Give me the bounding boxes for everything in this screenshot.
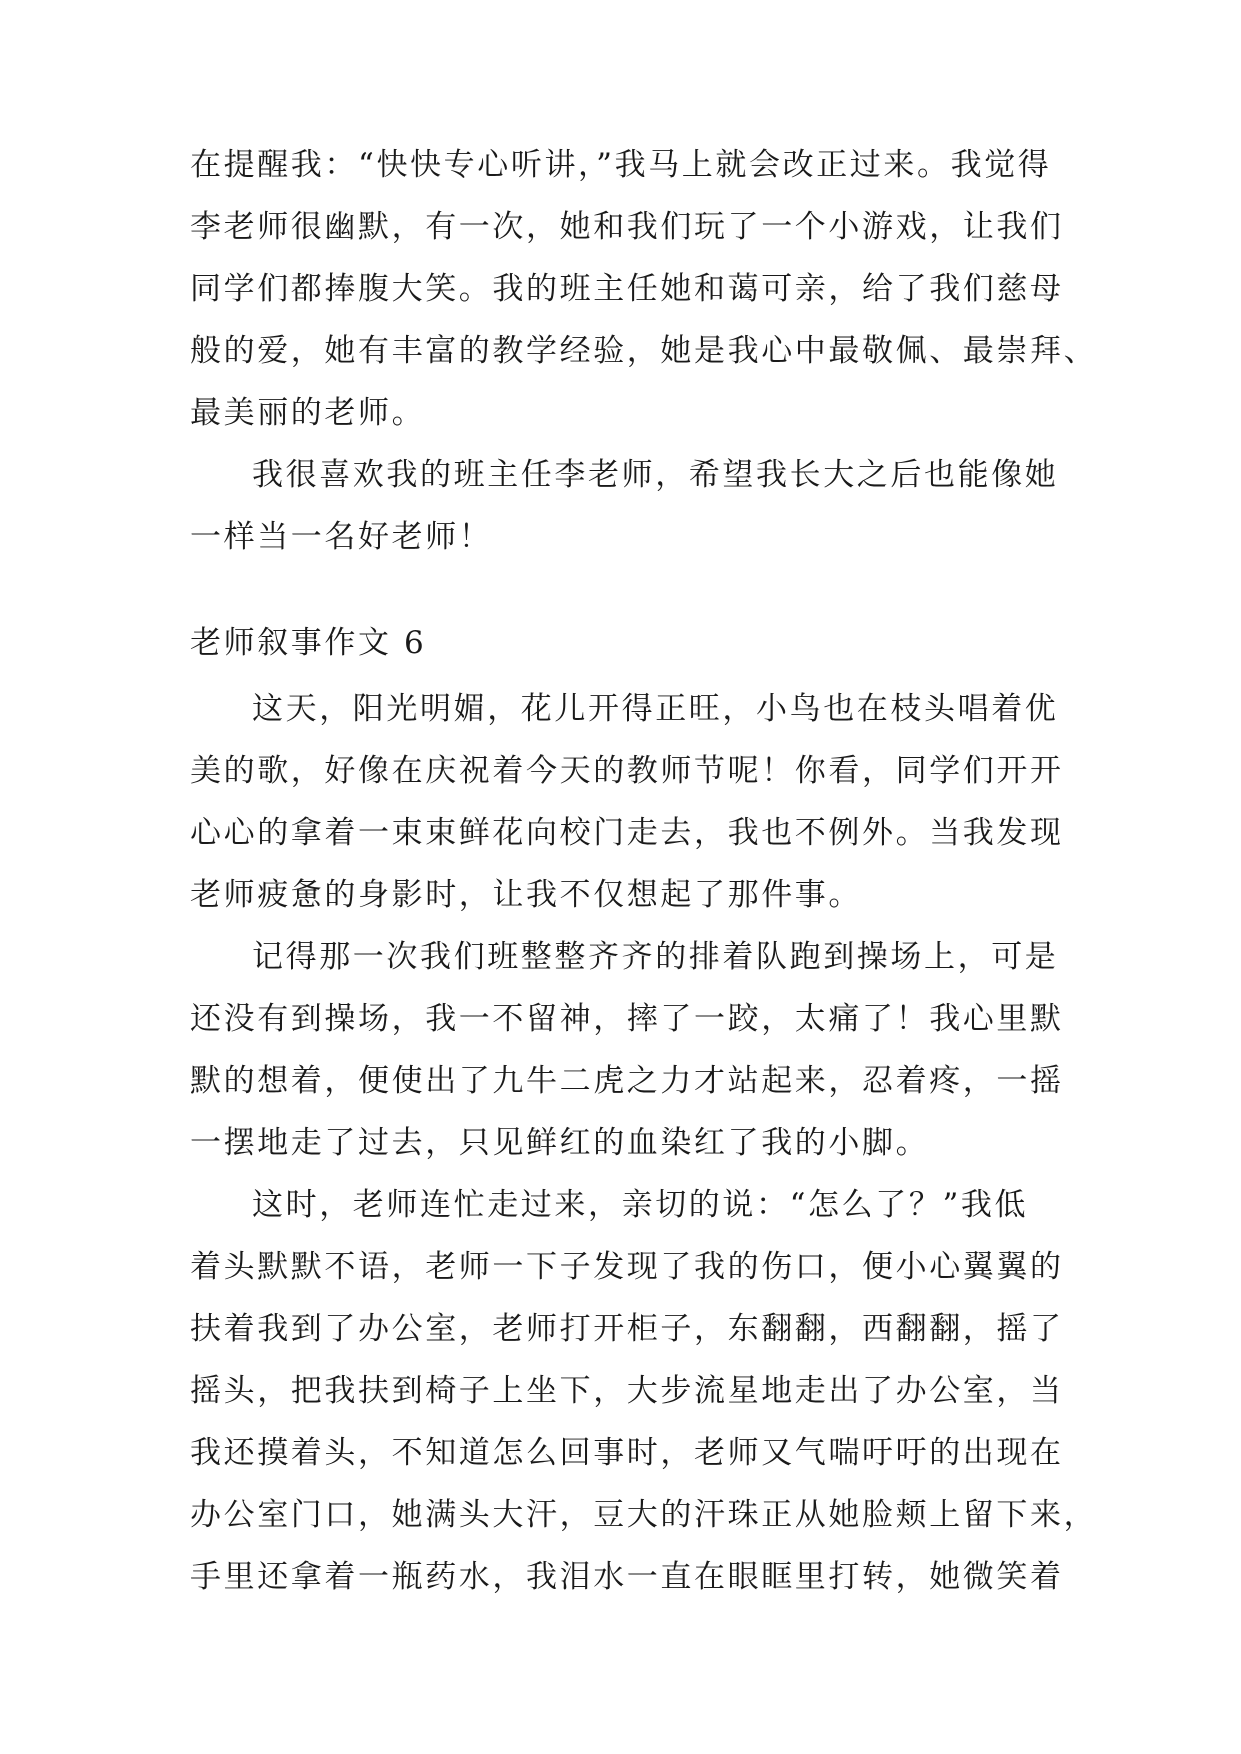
- paragraph-line: 我还摸着头，不知道怎么回事时，老师又气喘吁吁的出现在: [190, 1435, 1064, 1471]
- paragraph-line: 办公室门口，她满头大汗，豆大的汗珠正从她脸颊上留下来，: [190, 1497, 1098, 1533]
- paragraph-line: 老师疲惫的身影时，让我不仅想起了那件事。: [190, 877, 862, 913]
- paragraph-line: 默的想着，便使出了九牛二虎之力才站起来，忍着疼，一摇: [190, 1063, 1064, 1099]
- paragraph-line: 这天，阳光明媚，花儿开得正旺，小鸟也在枝头唱着优: [252, 691, 1059, 727]
- paragraph-line: 在提醒我：“快快专心听讲，”我马上就会改正过来。我觉得: [190, 147, 1052, 183]
- paragraph-line: 着头默默不语，老师一下子发现了我的伤口，便小心翼翼的: [190, 1249, 1064, 1285]
- paragraph-line: 一样当一名好老师！: [190, 519, 493, 555]
- paragraph-line: 摇头，把我扶到椅子上坐下，大步流星地走出了办公室，当: [190, 1373, 1064, 1409]
- paragraph-line: 心心的拿着一束束鲜花向校门走去，我也不例外。当我发现: [190, 815, 1064, 851]
- paragraph-line: 美的歌，好像在庆祝着今天的教师节呢！你看，同学们开开: [190, 753, 1064, 789]
- paragraph-line: 般的爱，她有丰富的教学经验，她是我心中最敬佩、最崇拜、: [190, 333, 1098, 369]
- paragraph-line: 我很喜欢我的班主任李老师，希望我长大之后也能像她: [252, 457, 1059, 493]
- paragraph-line: 扶着我到了办公室，老师打开柜子，东翻翻，西翻翻，摇了: [190, 1311, 1064, 1347]
- section-title: 老师叙事作文 6: [190, 625, 427, 661]
- essay-body: [190, 678, 1098, 1608]
- paragraph-line: 最美丽的老师。: [190, 395, 426, 431]
- paragraph-line: 记得那一次我们班整整齐齐的排着队跑到操场上，可是: [252, 939, 1059, 975]
- essay-continuation: [190, 134, 1098, 568]
- paragraph-line: 同学们都捧腹大笑。我的班主任她和蔼可亲，给了我们慈母: [190, 271, 1064, 307]
- paragraph-line: 还没有到操场，我一不留神，摔了一跤，太痛了！我心里默: [190, 1001, 1064, 1037]
- paragraph-line: 李老师很幽默，有一次，她和我们玩了一个小游戏，让我们: [190, 209, 1064, 245]
- paragraph-line: 一摆地走了过去，只见鲜红的血染红了我的小脚。: [190, 1125, 930, 1161]
- paragraph-line: 手里还拿着一瓶药水，我泪水一直在眼眶里打转，她微笑着: [190, 1559, 1064, 1595]
- essay-section: [190, 612, 1050, 674]
- paragraph-line: 这时，老师连忙走过来，亲切的说：“怎么了？”我低: [252, 1187, 1029, 1223]
